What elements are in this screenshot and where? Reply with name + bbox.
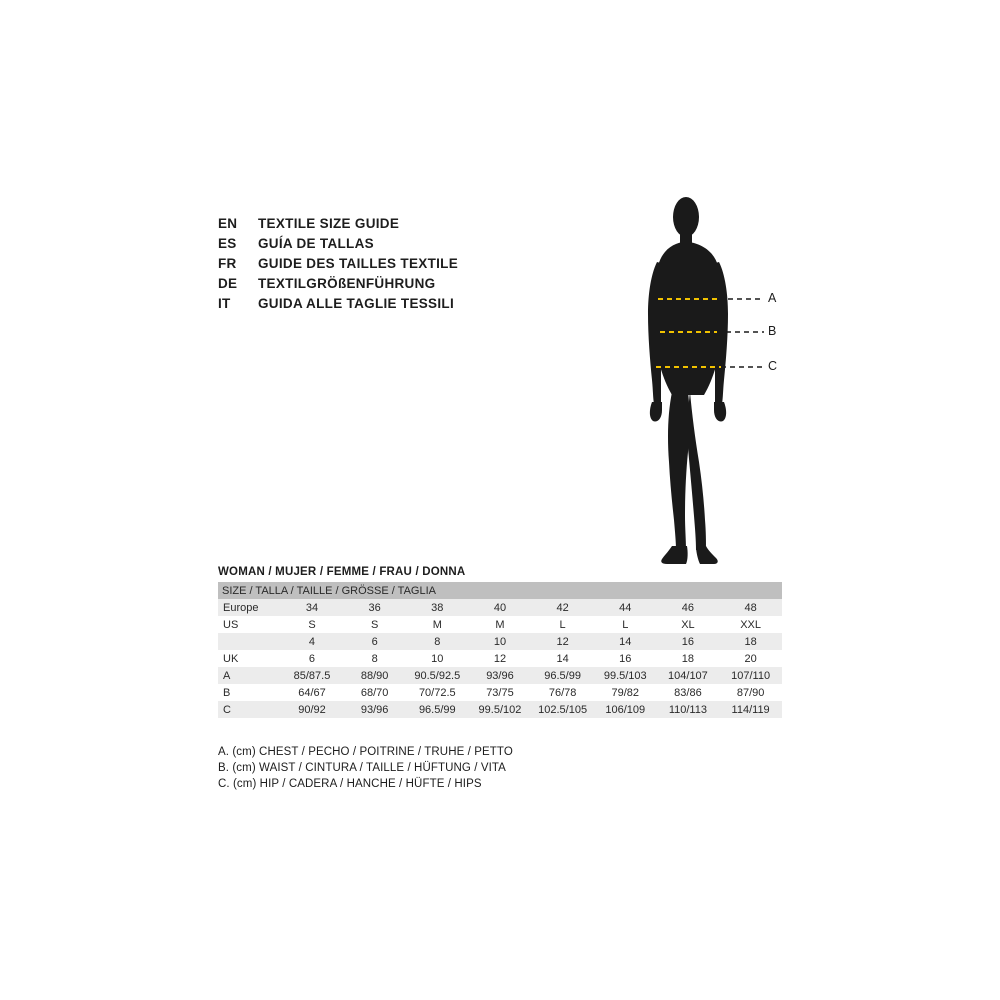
table-heading-woman: WOMAN / MUJER / FEMME / FRAU / DONNA — [218, 566, 466, 578]
table-row — [218, 701, 782, 718]
cell: 83/86 — [657, 684, 720, 701]
cell: M — [406, 616, 469, 633]
cell: 114/119 — [719, 701, 782, 718]
cell: L — [531, 616, 594, 633]
legend-line-b: B. (cm) WAIST / CINTURA / TAILLE / HÜFTUNG / VITA — [218, 762, 506, 774]
measurement-legend — [218, 744, 738, 792]
cell: 106/109 — [594, 701, 657, 718]
table-row — [218, 667, 782, 684]
title-lang-de: DE — [218, 276, 238, 291]
title-block — [218, 214, 638, 314]
title-text-es: GUÍA DE TALLAS — [258, 236, 374, 251]
size-table — [218, 582, 782, 718]
cell: 12 — [469, 650, 532, 667]
cell: 48 — [719, 599, 782, 616]
cell: 102.5/105 — [531, 701, 594, 718]
cell: 6 — [281, 650, 344, 667]
cell: S — [343, 616, 406, 633]
cell: 87/90 — [719, 684, 782, 701]
cell: 90/92 — [281, 701, 344, 718]
measure-letter-a: A — [768, 291, 777, 305]
cell: 14 — [594, 633, 657, 650]
woman-silhouette-figure — [620, 190, 820, 590]
row-label-us-numeric — [218, 633, 281, 650]
cell: 99.5/103 — [594, 667, 657, 684]
cell: 99.5/102 — [469, 701, 532, 718]
cell: 14 — [531, 650, 594, 667]
row-label-europe: Europe — [218, 599, 281, 616]
legend-line-c: C. (cm) HIP / CADERA / HANCHE / HÜFTE / HIPS — [218, 778, 482, 790]
title-row-es — [218, 234, 638, 254]
title-text-de: TEXTILGRÖßENFÜHRUNG — [258, 276, 436, 291]
cell: 96.5/99 — [531, 667, 594, 684]
title-lang-es: ES — [218, 236, 237, 251]
cell: XXL — [719, 616, 782, 633]
cell: 73/75 — [469, 684, 532, 701]
cell: 44 — [594, 599, 657, 616]
cell: 18 — [719, 633, 782, 650]
table-row — [218, 599, 782, 616]
table-row — [218, 650, 782, 667]
cell: 6 — [343, 633, 406, 650]
legend-line-a: A. (cm) CHEST / PECHO / POITRINE / TRUHE / PETTO — [218, 746, 513, 758]
cell: L — [594, 616, 657, 633]
measure-letter-b: B — [768, 324, 777, 338]
measure-letter-c: C — [768, 359, 778, 373]
cell: 85/87.5 — [281, 667, 344, 684]
row-label-b: B — [218, 684, 281, 701]
table-header-row — [218, 582, 782, 599]
cell: 40 — [469, 599, 532, 616]
cell: 68/70 — [343, 684, 406, 701]
cell: S — [281, 616, 344, 633]
cell: 42 — [531, 599, 594, 616]
title-lang-it: IT — [218, 296, 231, 311]
title-row-en — [218, 214, 638, 234]
row-label-uk: UK — [218, 650, 281, 667]
cell: 20 — [719, 650, 782, 667]
title-lang-en: EN — [218, 216, 238, 231]
cell: 104/107 — [657, 667, 720, 684]
cell: 90.5/92.5 — [406, 667, 469, 684]
size-table-section — [218, 566, 782, 718]
table-row — [218, 684, 782, 701]
cell: 96.5/99 — [406, 701, 469, 718]
cell: 70/72.5 — [406, 684, 469, 701]
cell: 18 — [657, 650, 720, 667]
cell: 64/67 — [281, 684, 344, 701]
cell: 16 — [657, 633, 720, 650]
title-text-fr: GUIDE DES TAILLES TEXTILE — [258, 256, 459, 271]
row-label-us: US — [218, 616, 281, 633]
cell: 10 — [469, 633, 532, 650]
silhouette-body — [648, 197, 728, 564]
table-header-label: SIZE / TALLA / TAILLE / GRÖSSE / TAGLIA — [218, 582, 782, 599]
cell: 88/90 — [343, 667, 406, 684]
cell: 12 — [531, 633, 594, 650]
row-label-c: C — [218, 701, 281, 718]
cell: M — [469, 616, 532, 633]
cell: 4 — [281, 633, 344, 650]
cell: 8 — [406, 633, 469, 650]
cell: 8 — [343, 650, 406, 667]
cell: 93/96 — [469, 667, 532, 684]
title-row-de — [218, 274, 638, 294]
cell: 107/110 — [719, 667, 782, 684]
table-row — [218, 616, 782, 633]
cell: 46 — [657, 599, 720, 616]
cell: 93/96 — [343, 701, 406, 718]
title-text-it: GUIDA ALLE TAGLIE TESSILI — [258, 296, 454, 311]
title-lang-fr: FR — [218, 256, 237, 271]
silhouette-svg — [620, 190, 820, 590]
title-row-fr — [218, 254, 638, 274]
cell: XL — [657, 616, 720, 633]
table-row — [218, 633, 782, 650]
title-text-en: TEXTILE SIZE GUIDE — [258, 216, 400, 231]
title-row-it — [218, 294, 638, 314]
cell: 76/78 — [531, 684, 594, 701]
cell: 38 — [406, 599, 469, 616]
cell: 110/113 — [657, 701, 720, 718]
cell: 10 — [406, 650, 469, 667]
row-label-a: A — [218, 667, 281, 684]
cell: 16 — [594, 650, 657, 667]
cell: 36 — [343, 599, 406, 616]
cell: 79/82 — [594, 684, 657, 701]
cell: 34 — [281, 599, 344, 616]
